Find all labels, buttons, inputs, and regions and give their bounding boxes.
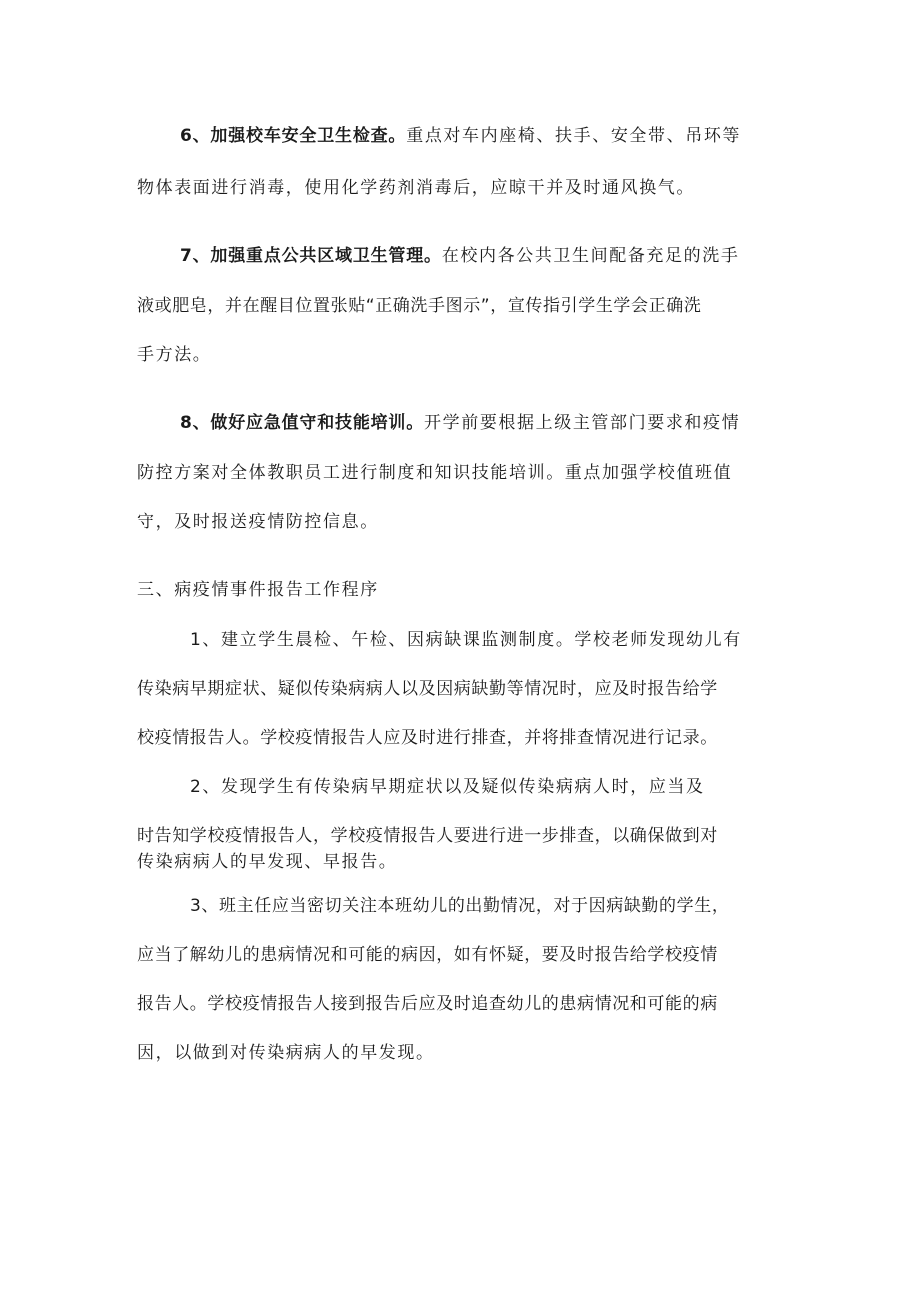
item-2-line-3: 传染病病人的早发现、早报告。 (137, 852, 398, 872)
item-2-line-2: 时告知学校疫情报告人，学校疫情报告人要进行进一步排查，以确保做到对 (137, 826, 718, 846)
paragraph-6-heading: 6、加强校车安全卫生检查。 (180, 126, 407, 146)
paragraph-7-text: 在校内各公共卫生间配备充足的洗手 (441, 246, 740, 266)
paragraph-7-line-1 (180, 244, 787, 268)
paragraph-7-heading: 7、加强重点公共区域卫生管理。 (180, 246, 442, 266)
item-3-line-2: 应当了解幼儿的患病情况和可能的病因，如有怀疑，要及时报告给学校疫情 (137, 945, 718, 965)
paragraph-6-line-2: 物体表面进行消毒，使用化学药剂消毒后，应晾干并及时通风换气。 (137, 178, 695, 198)
item-3-line-1: 3、班主任应当密切关注本班幼儿的出勤情况，对于因病缺勤的学生， (190, 896, 730, 916)
paragraph-7-line-3: 手方法。 (137, 345, 212, 365)
paragraph-7-line-2: 液或肥皂，并在醒目位置张贴“正确洗手图示”，宣传指引学生学会正确洗 (137, 296, 702, 316)
paragraph-8-line-1 (180, 411, 787, 435)
paragraph-8-heading: 8、做好应急值守和技能培训。 (180, 413, 425, 433)
item-3-line-3: 报告人。学校疫情报告人接到报告后应及时追查幼儿的患病情况和可能的病 (137, 994, 718, 1014)
paragraph-8-text: 开学前要根据上级主管部门要求和疫情 (424, 413, 741, 433)
section-3-title: 三、病疫情事件报告工作程序 (137, 580, 379, 600)
item-1-line-3: 校疫情报告人。学校疫情报告人应及时进行排查，并将排查情况进行记录。 (137, 728, 718, 748)
item-3-line-4: 因，以做到对传染病病人的早发现。 (137, 1043, 435, 1063)
item-1-line-1: 1、建立学生晨检、午检、因病缺课监测制度。学校老师发现幼儿有 (190, 630, 742, 650)
paragraph-8-line-3: 守，及时报送疫情防控信息。 (137, 512, 379, 532)
paragraph-6-text: 重点对车内座椅、扶手、安全带、吊环等 (406, 126, 742, 146)
paragraph-6-line-1 (180, 124, 787, 148)
paragraph-8-line-2: 防控方案对全体教职员工进行制度和知识技能培训。重点加强学校值班值 (137, 463, 733, 483)
item-2-line-1: 2、发现学生有传染病早期症状以及疑似传染病病人时，应当及 (190, 777, 705, 797)
item-1-line-2: 传染病早期症状、疑似传染病病人以及因病缺勤等情况时，应及时报告给学 (137, 679, 718, 699)
